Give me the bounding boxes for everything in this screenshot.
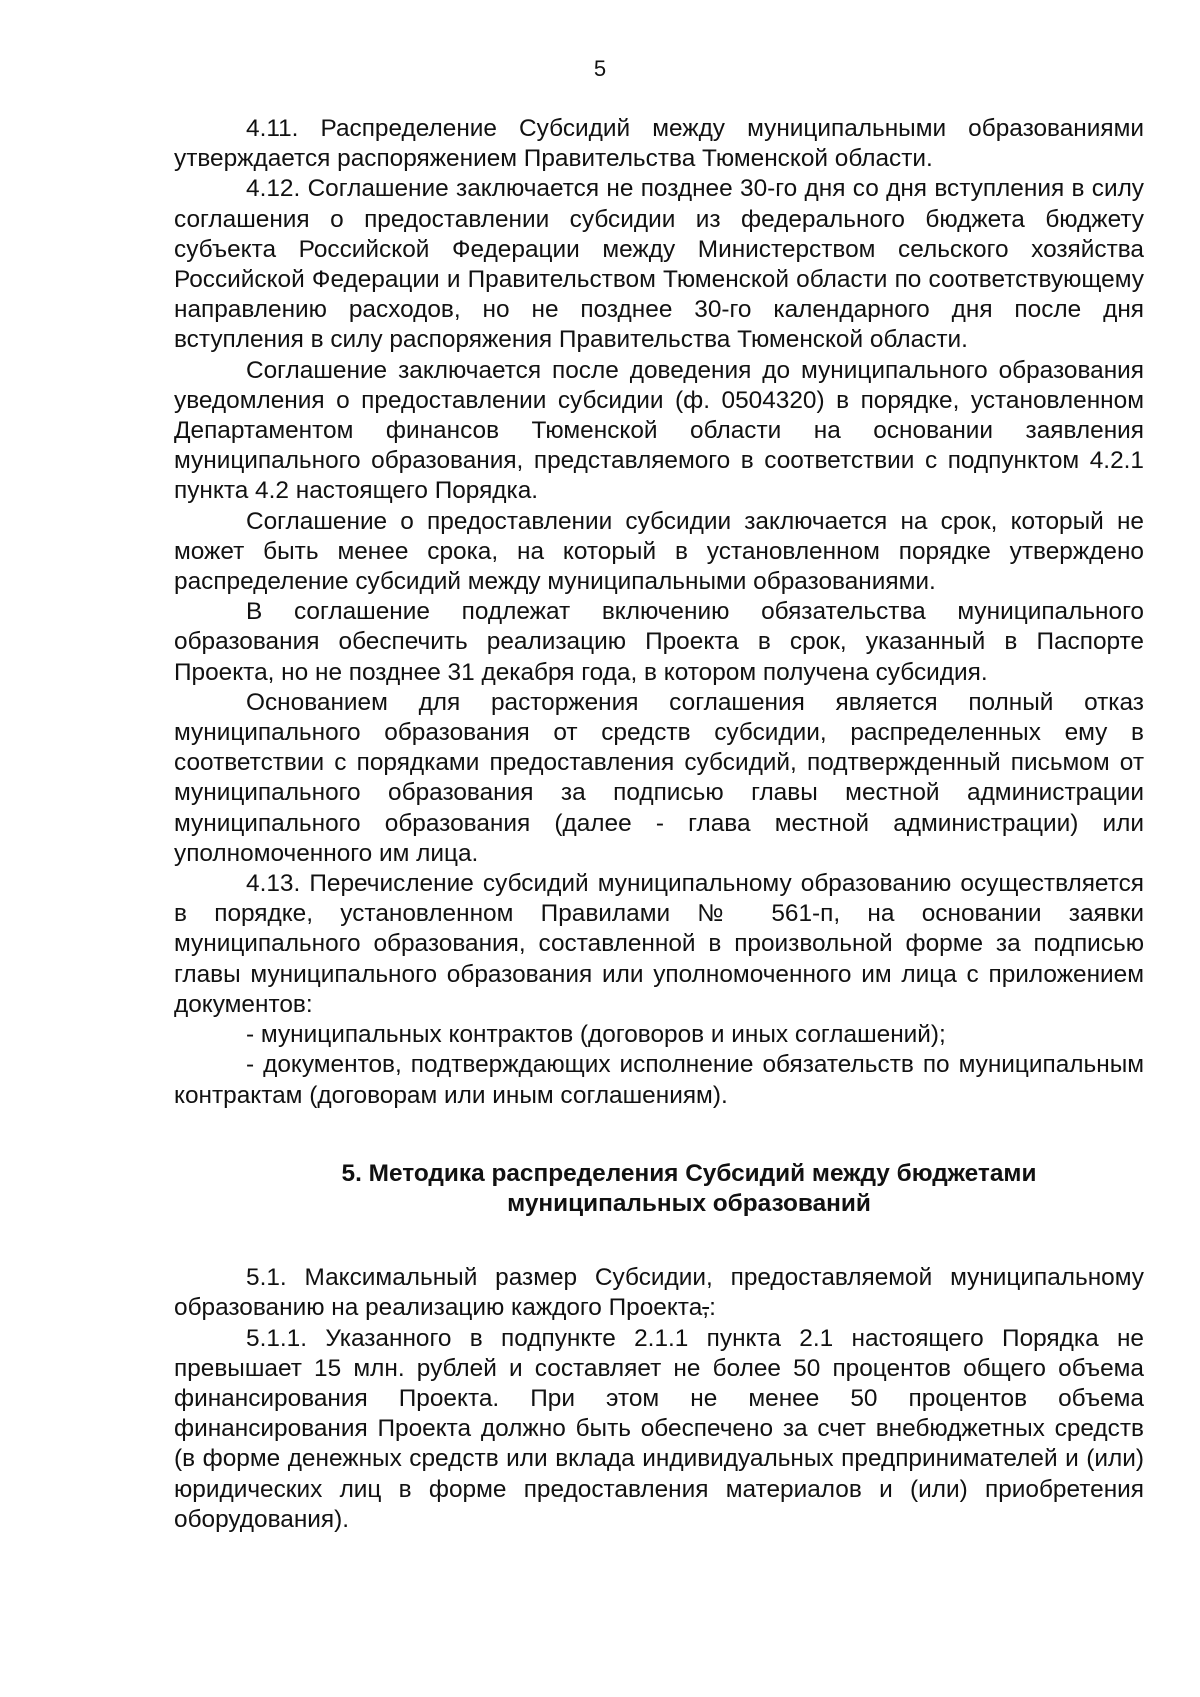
section-heading-line-2: муниципальных образований (507, 1189, 871, 1217)
document-body (174, 114, 1144, 1535)
list-item-documents: - документов, подтверждающих исполнение обязательств по муниципальным контрактам (договорам или иным соглашениям). (174, 1051, 1144, 1109)
paragraph-4-13: 4.13. Перечисление субсидий муниципальному образованию осуществляется в порядке, установленном Правилами № 561-п, на основании заявки муниципального образования, составленной в произвольной форме за подписью главы муниципального образования или уполномоченного им лица с приложением документов: (174, 870, 1144, 1018)
paragraph-agreement-termination: Основанием для расторжения соглашения является полный отказ муниципального образования от средств субсидии, распределенных ему в соответствии с порядками предоставления субсидий, подтвержденный письмом от муниципального образования за подписью главы местной администрации муниципального образования (далее - глава местной администрации) или уполномоченного им лица. (174, 688, 1144, 867)
paragraph-5-1-text: 5.1. Максимальный размер Субсидии, предоставляемой муниципальному образованию на реализацию каждого Проекта (174, 1264, 1144, 1322)
paragraph-agreement-term: Соглашение о предоставлении субсидии заключается на срок, который не может быть менее срока, на который в установленном порядке утверждено распределение субсидий между муниципальными образованиями. (174, 507, 1144, 596)
paragraph-agreement-obligations: В соглашение подлежат включению обязательства муниципального образования обеспечить реализацию Проекта в срок, указанный в Паспорте Проекта, но не позднее 31 декабря года, в котором получена субсидия. (174, 598, 1144, 686)
struck-comma: , (702, 1294, 710, 1322)
paragraph-4-12: 4.12. Соглашение заключается не позднее 30-го дня со дня вступления в силу соглашения о предоставлении субсидии из федерального бюджета бюджету субъекта Российской Федерации между Министерством сельского хозяйства Российской Федерации и Правительством Тюменской области по соответствующему направлению расходов, но не позднее 30-го календарного дня после дня вступления в силу распоряжения Правительства Тюменской области. (174, 175, 1144, 354)
paragraph-5-1-colon: : (709, 1294, 716, 1322)
section-heading-line-1: 5. Методика распределения Субсидий между бюджетами (341, 1159, 1037, 1187)
paragraph-5-1 (174, 1263, 1144, 1323)
page-number: 5 (593, 56, 607, 81)
paragraph-5-1-1: 5.1.1. Указанного в подпункте 2.1.1 пункта 2.1 настоящего Порядка не превышает 15 млн. рублей и составляет не более 50 процентов общего объема финансирования Проекта. При этом не менее 50 процентов объема финансирования Проекта должно быть обеспечено за счет внебюджетных средств (в форме денежных средств или вклада индивидуальных предпринимателей и (или) юридических лиц в форме предоставления материалов и (или) приобретения оборудования). (174, 1324, 1144, 1533)
paragraph-agreement-conclusion: Соглашение заключается после доведения до муниципального образования уведомления о предоставлении субсидии (ф. 0504320) в порядке, установленном Департаментом финансов Тюменской области на основании заявления муниципального образования, представляемого в соответствии с подпунктом 4.2.1 пункта 4.2 настоящего Порядка. (174, 356, 1144, 505)
section-heading (174, 1159, 1144, 1219)
list-item-contracts: - муниципальных контрактов (договоров и иных соглашений); (246, 1021, 946, 1049)
paragraph-4-11: 4.11. Распределение Субсидий между муниципальными образованиями утверждается распоряжением Правительства Тюменской области. (174, 115, 1144, 173)
